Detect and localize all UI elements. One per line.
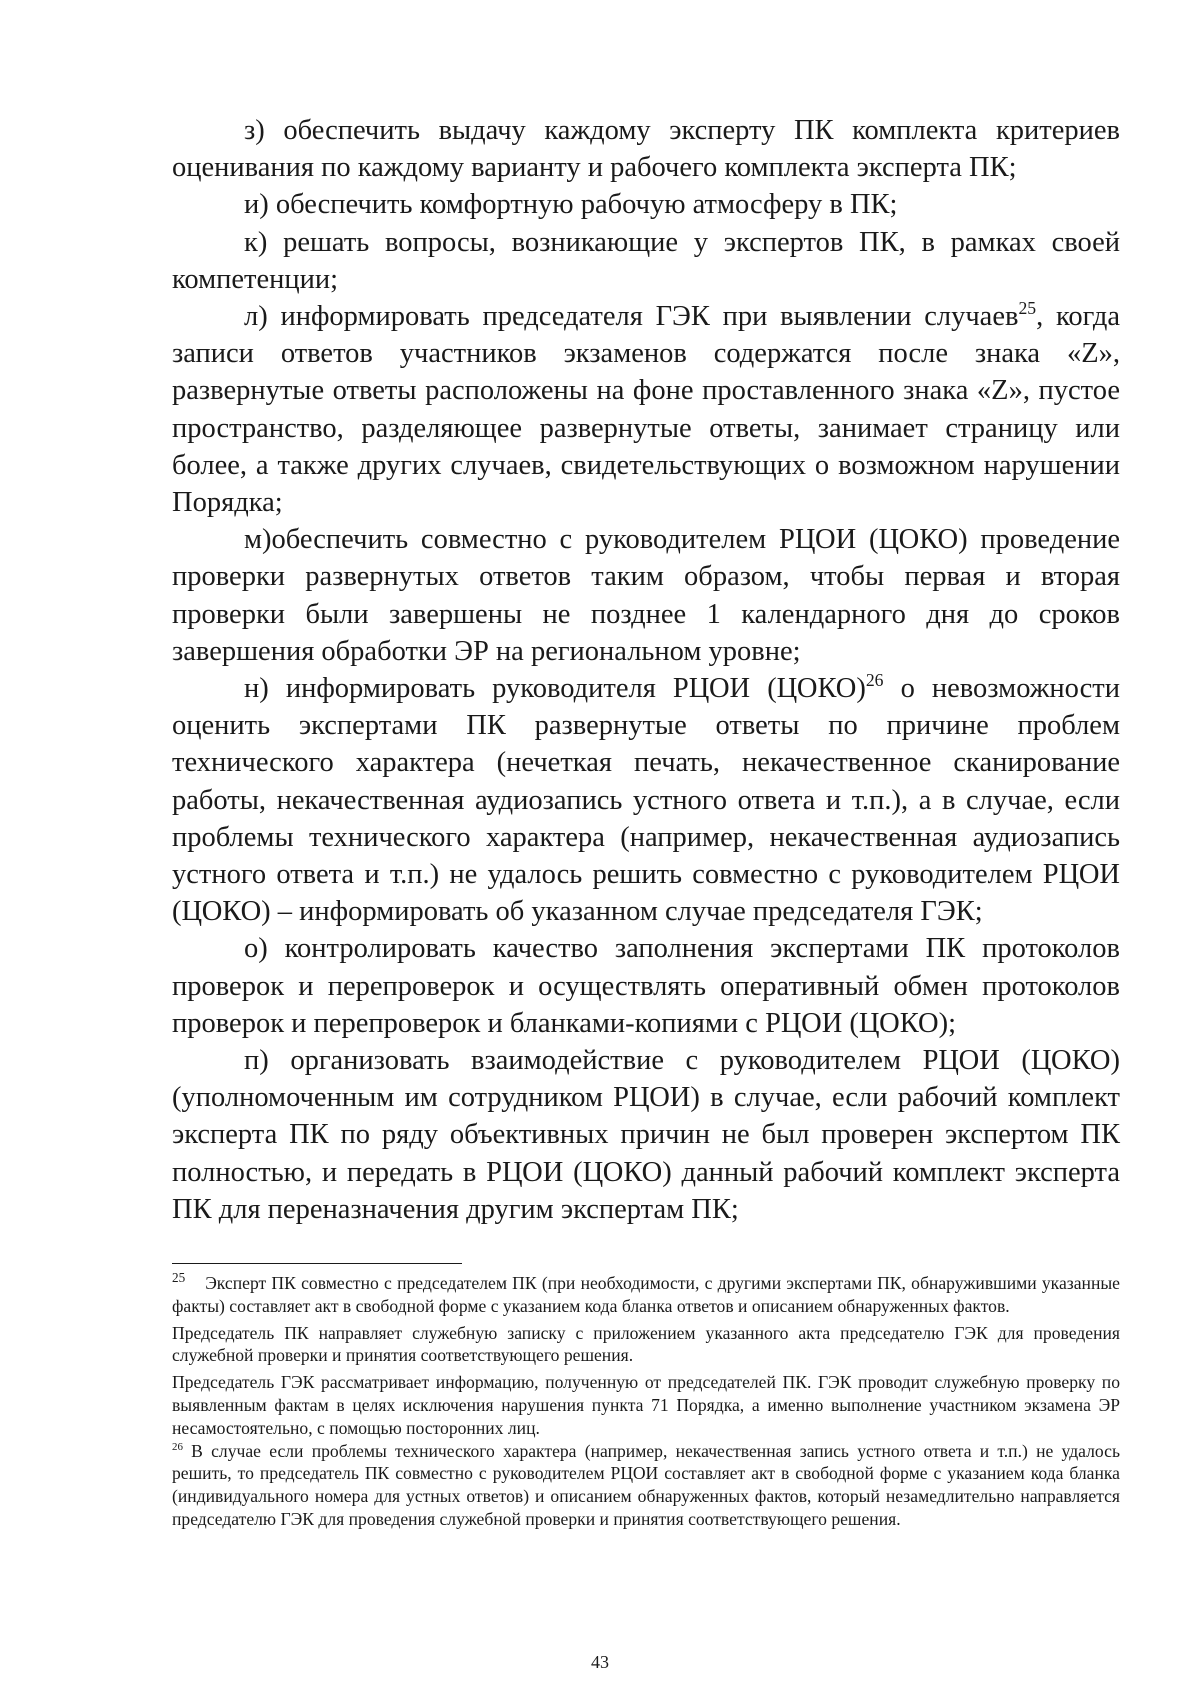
item-marker: о) <box>244 933 268 965</box>
item-text: обеспечить выдачу каждому эксперту ПК комплекта критериев оценивания по каждому варианту и рабочего комплекта эксперта ПК; <box>172 115 1120 184</box>
footnote-text: Эксперт ПК совместно с председателем ПК (при необходимости, с другими экспертами ПК, обнаружившими указанные факты) составляет акт в свободной форме с указанием кода бланка ответов и описанием обнаруженных фактов. <box>172 1273 1120 1316</box>
item-text: обеспечить комфортную рабочую атмосферу в ПК; <box>275 189 898 221</box>
item-marker: н) <box>244 673 269 705</box>
item-marker: л) <box>244 301 268 333</box>
footnote-number: 26 <box>172 1440 183 1453</box>
document-page <box>172 112 1120 1228</box>
footnote-26 <box>172 1440 1120 1531</box>
item-marker: п) <box>244 1045 269 1077</box>
item-text: информировать председателя ГЭК при выявлении случаев <box>280 301 1019 333</box>
list-item-p <box>172 1042 1120 1228</box>
list-item-l <box>172 298 1120 521</box>
item-text-continued: о невозможности оценить экспертами ПК развернутые ответы по причине проблем технического характера (нечеткая печать, некачественное сканирование работы, некачественная аудиозапись устного ответа и т.п.), а в случае, если проблемы технического характера (например, некачественная аудиозапись устного ответа и т.п.) не удалось решить совместно с руководителем РЦОИ (ЦОКО) – информировать об указанном случае председателя ГЭК; <box>172 673 1120 928</box>
list-item-i <box>172 186 1120 223</box>
list-item-k <box>172 224 1120 298</box>
item-text-continued: , когда записи ответов участников экзаменов содержатся после знака «Z», развернутые ответы расположены на фоне проставленного знака «Z», пустое пространство, разделяющее развернутые ответы, занимает страницу или более, а также других случаев, свидетельствующих о возможном нарушении Порядка; <box>172 301 1121 519</box>
footnote-25-paragraph-3: Председатель ГЭК рассматривает информацию, полученную от председателей ПК. ГЭК проводит служебную проверку по выявленным фактам в целях исключения нарушения пункта 71 Порядка, а именно выполнение участником экзамена ЭР несамостоятельно, с помощью посторонних лиц. <box>172 1372 1120 1438</box>
list-item-m <box>172 521 1120 670</box>
item-text: контролировать качество заполнения экспертами ПК протоколов проверок и перепроверок и осуществлять оперативный обмен протоколов проверок и перепроверок и бланками-копиями с РЦОИ (ЦОКО); <box>172 933 1120 1039</box>
item-marker: з) <box>244 115 265 146</box>
footnote-ref-25[interactable]: 25 <box>1018 298 1037 319</box>
footnote-25-paragraph-2: Председатель ПК направляет служебную записку с приложением указанного акта председателю ГЭК для проведения служебной проверки и принятия соответствующего решения. <box>172 1322 1120 1366</box>
page-number: 43 <box>591 1652 609 1672</box>
list-item-n <box>172 670 1120 930</box>
list-item-z <box>172 112 1120 186</box>
item-text: обеспечить совместно с руководителем РЦОИ (ЦОКО) проведение проверки развернутых ответов таким образом, чтобы первая и вторая проверки были завершены не позднее 1 календарного дня до сроков завершения обработки ЭР на региональном уровне; <box>172 524 1120 667</box>
item-marker: к) <box>244 226 268 258</box>
item-marker: м) <box>244 524 272 556</box>
main-text <box>172 112 1120 1228</box>
list-item-o <box>172 930 1120 1042</box>
item-text: решать вопросы, возникающие у экспертов ПК, в рамках своей компетенции; <box>172 226 1121 295</box>
footnotes-section <box>172 1269 1120 1531</box>
item-marker: и) <box>244 189 269 221</box>
footnote-ref-26[interactable]: 26 <box>865 670 884 691</box>
footnote-text: В случае если проблемы технического характера (например, некачественная запись устного ответа и т.п.) не удалось решить, то председатель ПК совместно с руководителем РЦОИ составляет акт в свободной форме с указанием кода бланка (индивидуального номера для устных ответов) и описанием обнаруженных фактов, который незамедлительно направляется председателю ГЭК для проведения служебной проверки и принятия соответствующего решения. <box>172 1440 1120 1529</box>
footnote-25 <box>172 1269 1120 1318</box>
footnote-separator <box>172 1263 462 1264</box>
footnote-number: 25 <box>172 1269 186 1285</box>
item-text: информировать руководителя РЦОИ (ЦОКО) <box>285 673 866 705</box>
item-text: организовать взаимодействие с руководителем РЦОИ (ЦОКО) (уполномоченным им сотрудником РЦОИ) в случае, если рабочий комплект эксперта ПК по ряду объективных причин не был проверен экспертом ПК полностью, и передать в РЦОИ (ЦОКО) данный рабочий комплект эксперта ПК для переназначения другим экспертам ПК; <box>172 1045 1121 1225</box>
